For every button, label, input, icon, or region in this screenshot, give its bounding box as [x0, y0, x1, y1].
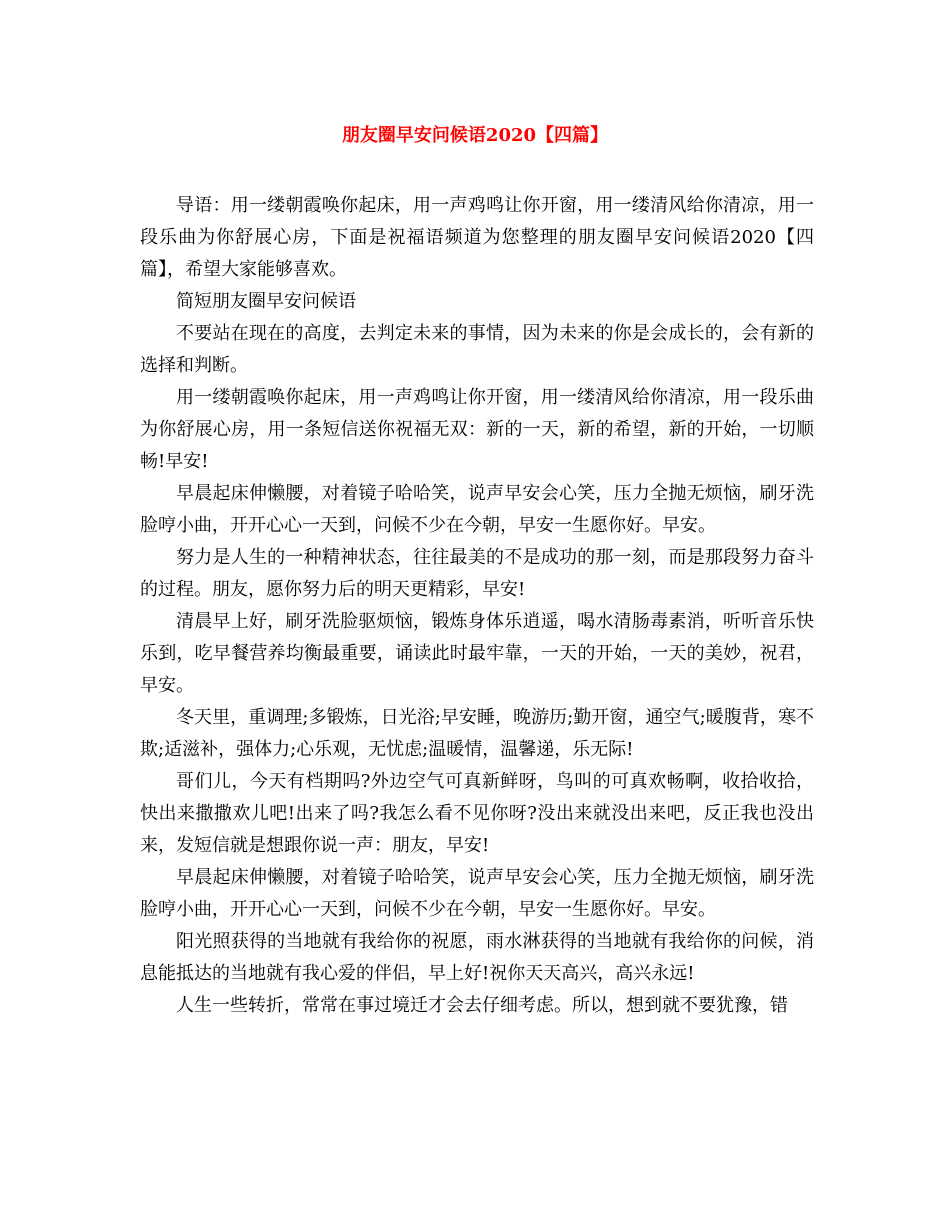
greeting-paragraph: 用一缕朝霞唤你起床，用一声鸡鸣让你开窗，用一缕清风给你清凉，用一段乐曲为你舒展心房，用一条短信送你祝福无双：新的一天，新的希望，新的开始，一切顺畅!早安!	[140, 387, 814, 472]
greeting-paragraph: 人生一些转折，常常在事过境迁才会去仔细考虑。所以，想到就不要犹豫，错	[176, 995, 788, 1016]
document-body	[140, 190, 814, 1022]
intro-paragraph: 导语：用一缕朝霞唤你起床，用一声鸡鸣让你开窗，用一缕清风给你清凉，用一段乐曲为你舒展心房，下面是祝福语频道为您整理的朋友圈早安问候语2020【四篇】，希望大家能够喜欢。	[140, 195, 814, 280]
greeting-paragraph: 冬天里，重调理;多锻炼，日光浴;早安睡，晚游历;勤开窗，通空气;暖腹背，寒不欺;适滋补，强体力;心乐观，无忧虑;温暖情，温馨递，乐无际!	[140, 707, 814, 760]
greeting-paragraph: 早晨起床伸懒腰，对着镜子哈哈笑，说声早安会心笑，压力全抛无烦恼，刷牙洗脸哼小曲，开开心心一天到，问候不少在今朝，早安一生愿你好。早安。	[140, 867, 814, 920]
greeting-paragraph: 阳光照获得的当地就有我给你的祝愿，雨水淋获得的当地就有我给你的问候，消息能抵达的当地就有我心爱的伴侣，早上好!祝你天天高兴，高兴永远!	[140, 931, 814, 984]
section-heading: 简短朋友圈早安问候语	[176, 291, 356, 312]
greeting-paragraph: 哥们儿，今天有档期吗?外边空气可真新鲜呀，鸟叫的可真欢畅啊，收拾收拾，快出来撒撒欢儿吧!出来了吗?我怎么看不见你呀?没出来就没出来吧，反正我也没出来，发短信就是想跟你说一声：朋友，早安!	[140, 771, 814, 856]
document-title: 朋友圈早安问候语2020【四篇】	[341, 125, 609, 146]
greeting-paragraph: 早晨起床伸懒腰，对着镜子哈哈笑，说声早安会心笑，压力全抛无烦恼，刷牙洗脸哼小曲，开开心心一天到，问候不少在今朝，早安一生愿你好。早安。	[140, 483, 814, 536]
greeting-paragraph: 清晨早上好，刷牙洗脸驱烦恼，锻炼身体乐逍遥，喝水清肠毒素消，听听音乐快乐到，吃早餐营养均衡最重要，诵读此时最牢靠，一天的开始，一天的美妙，祝君，早安。	[140, 611, 814, 696]
greeting-paragraph: 不要站在现在的高度，去判定未来的事情，因为未来的你是会成长的，会有新的选择和判断。	[140, 323, 814, 376]
greeting-paragraph: 努力是人生的一种精神状态，往往最美的不是成功的那一刻，而是那段努力奋斗的过程。朋友，愿你努力后的明天更精彩，早安!	[140, 547, 814, 600]
